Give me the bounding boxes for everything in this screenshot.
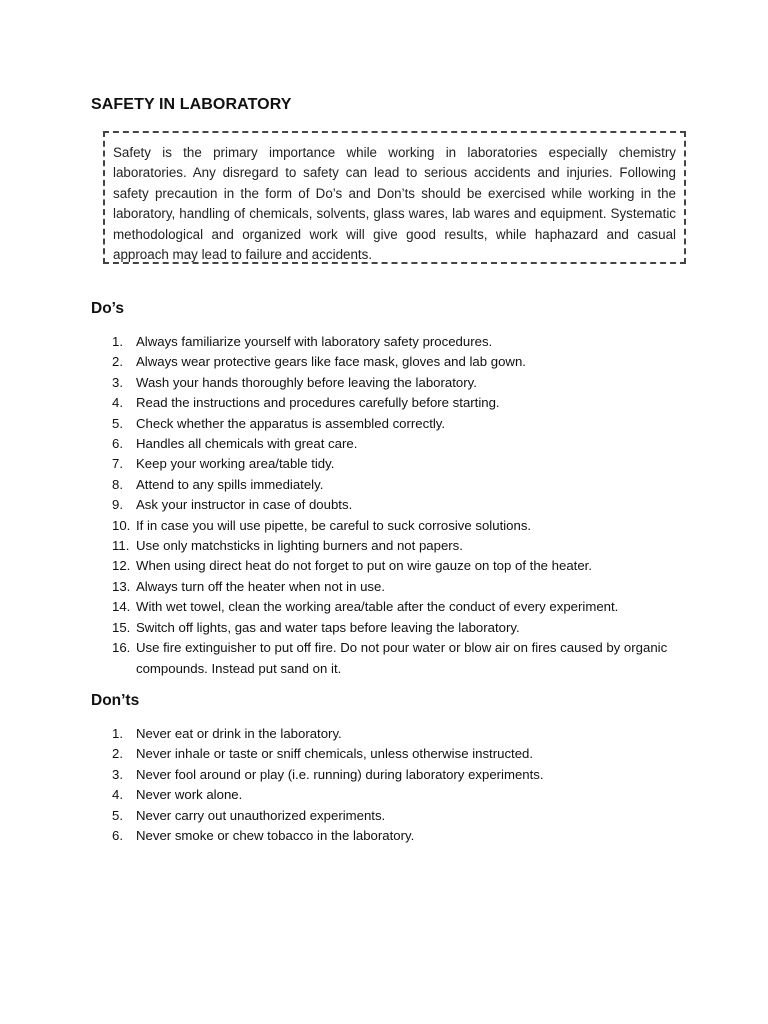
dos-list-item [112,638,682,679]
donts-list-item [112,806,682,826]
dos-list-item [112,516,682,536]
list-item-number: 7. [112,456,123,472]
list-item-text: Never eat or drink in the laboratory. [136,726,342,741]
list-item-number: 10. [112,517,131,533]
dos-list-item [112,373,682,393]
list-item-number: 2. [112,354,123,370]
donts-list-item [112,765,682,785]
list-item-text: Use fire extinguisher to put off fire. Do not pour water or blow air on fires caused by organic compounds. Instead put sand on it. [136,640,668,676]
list-item-number: 3. [112,374,123,390]
donts-list-item [112,826,682,846]
donts-list-item [112,744,682,764]
list-item-number: 16. [112,640,131,656]
list-item-text: Check whether the apparatus is assembled correctly. [136,415,446,431]
list-item-number: 6. [112,436,123,452]
list-item-number: 6. [112,828,123,844]
dos-list-item [112,618,682,638]
list-item-number: 1. [112,726,123,741]
list-item-text: Never carry out unauthorized experiments. [136,807,386,823]
donts-list-item [112,724,682,744]
dos-list-item [112,414,682,434]
list-item-number: 5. [112,807,123,823]
list-item-text: Handles all chemicals with great care. [136,436,358,452]
list-item-number: 4. [112,395,123,411]
dos-list-item [112,332,682,352]
dos-list [112,332,682,679]
list-item-number: 13. [112,578,131,594]
list-item-number: 2. [112,746,123,762]
list-item-number: 8. [112,476,123,492]
list-item-text: Never work alone. [136,787,243,803]
list-item-text: Never inhale or taste or sniff chemicals, unless otherwise instructed. [136,746,534,762]
list-item-text: Always turn off the heater when not in use. [136,578,386,594]
donts-list [112,724,682,846]
dos-list-item [112,475,682,495]
list-item-number: 3. [112,766,123,782]
donts-list-item [112,785,682,805]
list-item-text: If in case you will use pipette, be careful to suck corrosive solutions. [136,517,532,533]
list-item-text: Ask your instructor in case of doubts. [136,497,353,513]
list-item-text: Wash your hands thoroughly before leaving the laboratory. [136,374,477,390]
list-item-text: Never fool around or play (i.e. running) during laboratory experiments. [136,766,544,782]
list-item-text: Switch off lights, gas and water taps before leaving the laboratory. [136,619,520,635]
list-item-number: 12. [112,558,131,574]
dos-list-item [112,393,682,413]
dos-list-item [112,352,682,372]
donts-heading: Don’ts [91,692,140,709]
list-item-text: Always wear protective gears like face mask, gloves and lab gown. [136,354,526,370]
dos-list-item [112,536,682,556]
list-item-number: 14. [112,599,131,615]
dos-list-item [112,454,682,474]
list-item-text: Never smoke or chew tobacco in the laboratory. [136,828,415,844]
dos-list-item [112,434,682,454]
dos-list-item [112,577,682,597]
list-item-number: 11. [112,538,130,554]
intro-paragraph: Safety is the primary importance while working in laboratories especially chemistry laboratories. Any disregard to safety can lead to serious accidents and injuries. Following safety precaution in the form of Do’s and Don’ts should be exercised while working in the laboratory, handling of chemicals, solvents, glass wares, lab wares and equipment. Systematic methodological and organized work will give good results, while haphazard and casual approach may lead to failure and accidents. [113,145,676,263]
list-item-text: Read the instructions and procedures carefully before starting. [136,395,500,411]
list-item-text: Keep your working area/table tidy. [136,456,335,472]
list-item-text: Attend to any spills immediately. [136,476,324,492]
list-item-number: 1. [112,334,123,349]
intro-box [103,131,686,264]
list-item-text: With wet towel, clean the working area/table after the conduct of every experiment. [136,599,619,615]
list-item-text: Always familiarize yourself with laboratory safety procedures. [136,334,493,349]
dos-list-item [112,495,682,515]
list-item-text: When using direct heat do not forget to put on wire gauze on top of the heater. [136,558,593,574]
dos-list-item [112,556,682,576]
dos-list-item [112,597,682,617]
list-item-number: 9. [112,497,123,513]
dos-heading: Do’s [91,300,125,317]
list-item-number: 15. [112,619,131,635]
page-title: SAFETY IN LABORATORY [91,96,292,113]
list-item-number: 5. [112,415,123,431]
list-item-text: Use only matchsticks in lighting burners and not papers. [136,538,463,554]
list-item-number: 4. [112,787,123,803]
